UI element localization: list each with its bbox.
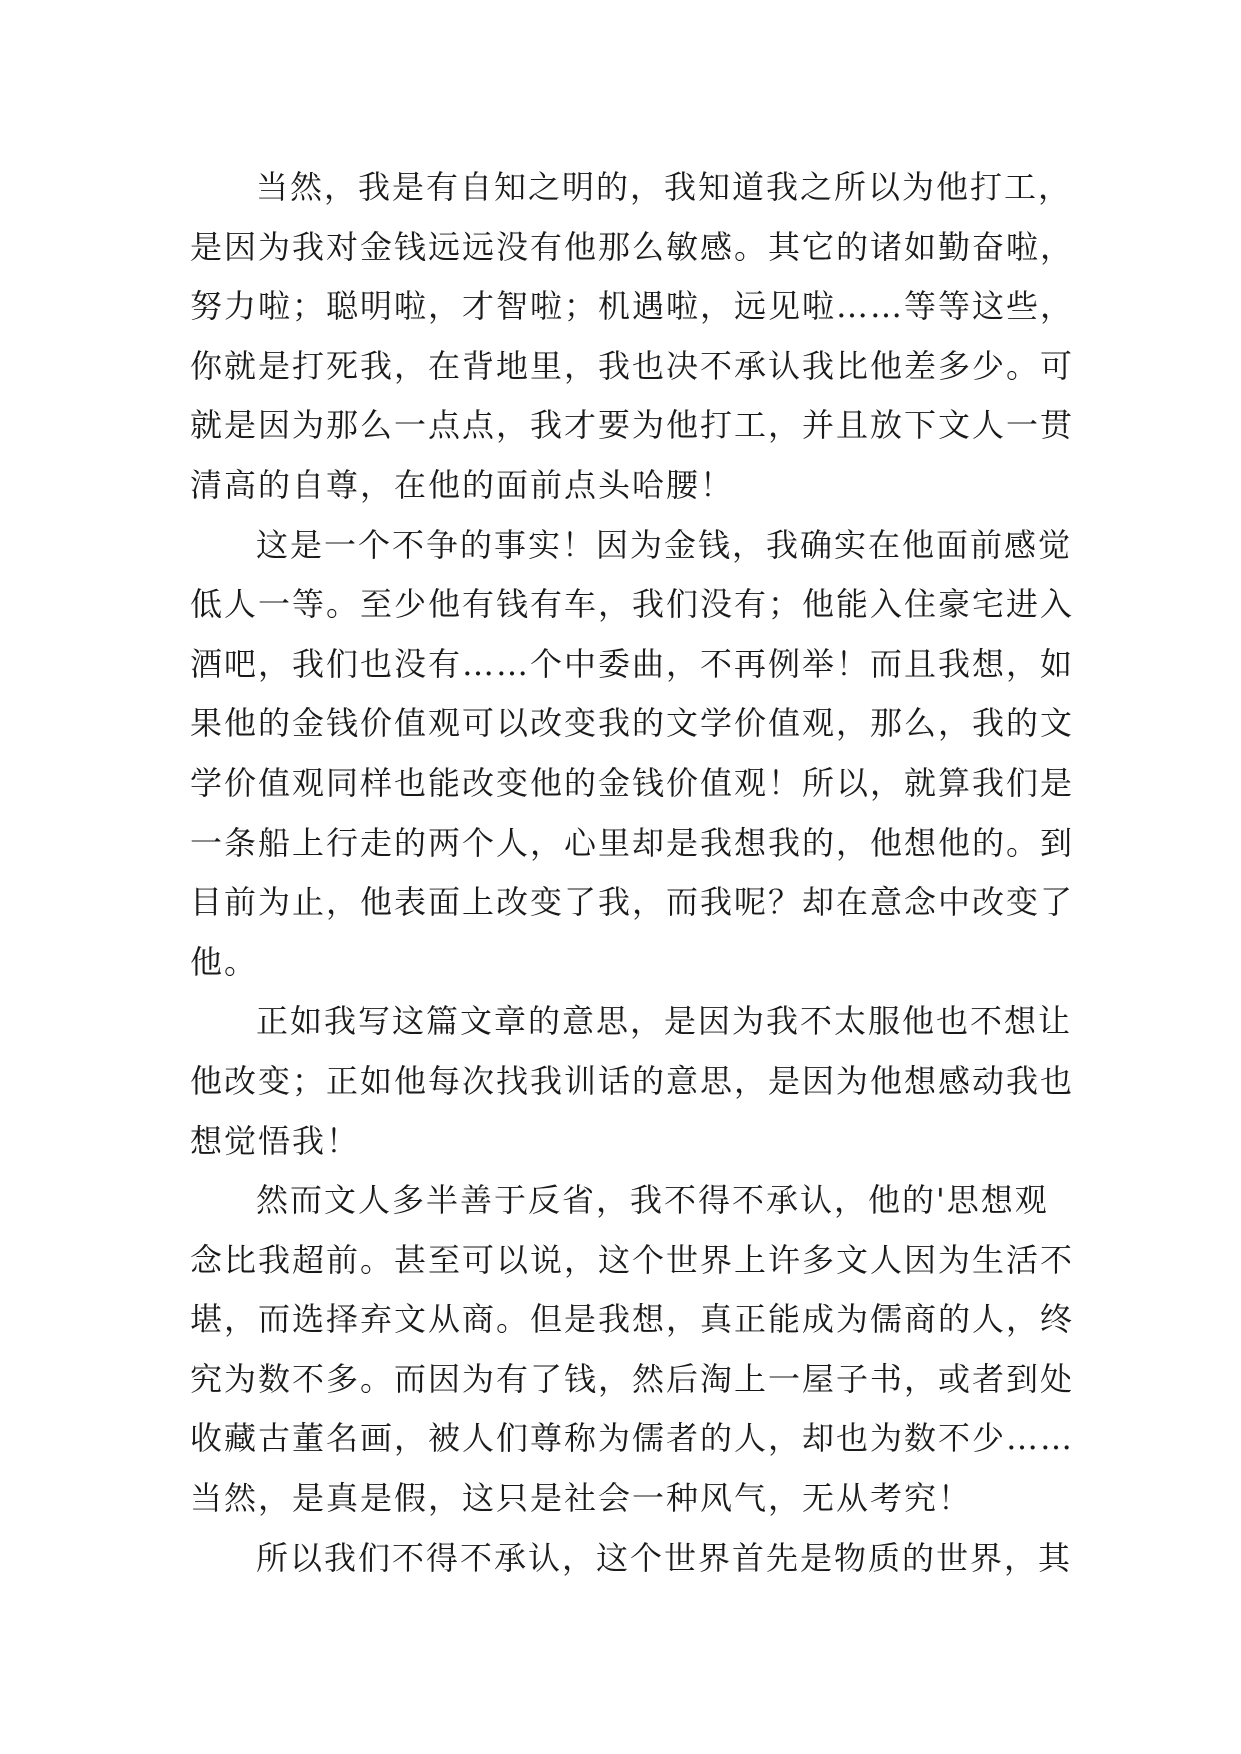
text-line: 就是因为那么一点点，我才要为他打工，并且放下文人一贯 (190, 406, 1075, 445)
text-line: 收藏古董名画，被人们尊称为儒者的人，却也为数不少…… (190, 1419, 1075, 1458)
text-line: 果他的金钱价值观可以改变我的文学价值观，那么，我的文 (190, 704, 1075, 743)
text-line: 然而文人多半善于反省，我不得不承认，他的'思想观 (256, 1181, 1049, 1220)
text-line: 他。 (190, 942, 259, 981)
text-line: 努力啦；聪明啦，才智啦；机遇啦，远见啦……等等这些， (190, 287, 1075, 326)
body-text (190, 158, 1075, 1588)
text-line: 念比我超前。甚至可以说，这个世界上许多文人因为生活不 (190, 1240, 1075, 1279)
text-line: 当然，是真是假，这只是社会一种风气，无从考究！ (190, 1479, 973, 1518)
paragraph-2 (190, 516, 1075, 993)
text-line: 学价值观同样也能改变他的金钱价值观！所以，就算我们是 (190, 763, 1075, 802)
text-line: 想觉悟我！ (190, 1121, 361, 1160)
text-line: 你就是打死我，在背地里，我也决不承认我比他差多少。可 (190, 346, 1075, 385)
text-line: 究为数不多。而因为有了钱，然后淘上一屋子书，或者到处 (190, 1359, 1075, 1398)
text-line: 目前为止，他表面上改变了我，而我呢？却在意念中改变了 (190, 883, 1075, 922)
paragraph-5 (190, 1529, 1073, 1589)
text-line: 酒吧，我们也没有……个中委曲，不再例举！而且我想，如 (190, 644, 1075, 683)
text-line: 清高的自尊，在他的面前点头哈腰！ (190, 465, 735, 504)
text-line: 一条船上行走的两个人，心里却是我想我的，他想他的。到 (190, 823, 1075, 862)
text-line: 他改变；正如他每次找我训话的意思，是因为他想感动我也 (190, 1061, 1075, 1100)
text-line: 堪，而选择弃文从商。但是我想，真正能成为儒商的人，终 (190, 1300, 1075, 1339)
paragraph-4 (190, 1171, 1075, 1529)
text-line: 正如我写这篇文章的意思，是因为我不太服他也不想让 (256, 1002, 1073, 1041)
text-line: 当然，我是有自知之明的，我知道我之所以为他打工， (256, 168, 1073, 206)
paragraph-1 (190, 158, 1075, 516)
text-line: 低人一等。至少他有钱有车，我们没有；他能入住豪宅进入 (190, 585, 1075, 624)
paragraph-3 (190, 992, 1075, 1171)
text-line: 这是一个不争的事实！因为金钱，我确实在他面前感觉 (256, 525, 1073, 564)
text-line: 所以我们不得不承认，这个世界首先是物质的世界，其 (256, 1538, 1073, 1577)
text-line: 是因为我对金钱远远没有他那么敏感。其它的诸如勤奋啦， (190, 227, 1075, 266)
